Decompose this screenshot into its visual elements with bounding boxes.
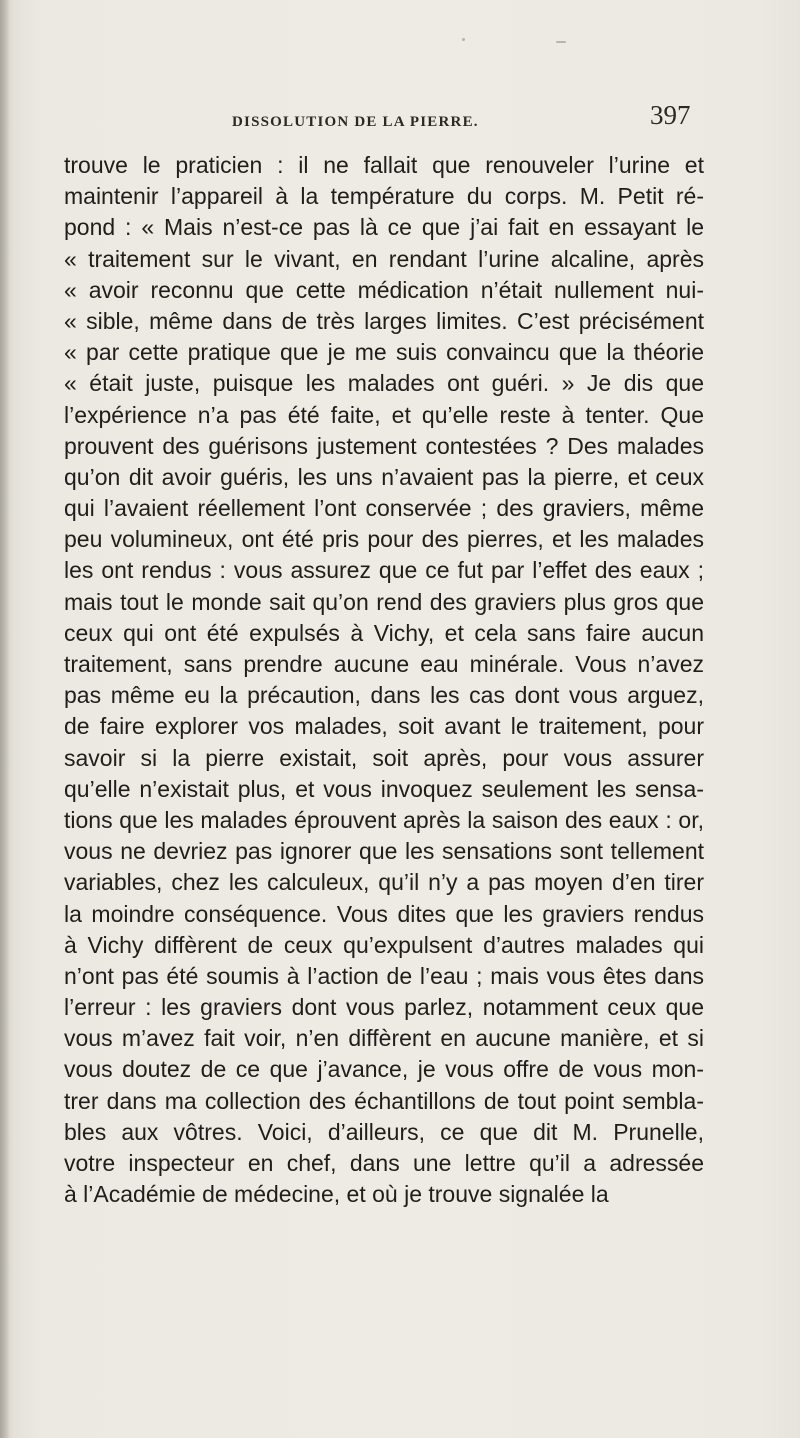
text-line: « avoir reconnu que cette médication n’était nullement nui- [64, 276, 704, 303]
text-line: vous ne devriez pas ignorer que les sensations sont tellement [64, 838, 704, 865]
text-line: « traitement sur le vivant, en rendant l’urine alcaline, après [64, 245, 704, 272]
text-line: trouve le praticien : il ne fallait que renouveler l’urine et [64, 152, 704, 178]
text-line: les ont rendus : vous assurez que ce fut par l’effet des eaux ; [64, 557, 704, 584]
body-text [64, 150, 704, 1210]
paper-speck [462, 38, 465, 41]
paper-speck [556, 41, 566, 43]
text-line: vous m’avez fait voir, n’en diffèrent en aucune manière, et si [64, 1025, 704, 1052]
text-line: qu’on dit avoir guéris, les uns n’avaient pas la pierre, et ceux [64, 463, 704, 490]
text-line: bles aux vôtres. Voici, d’ailleurs, ce que dit M. Prunelle, [64, 1118, 704, 1145]
text-line: « était juste, puisque les malades ont guéri. » Je dis que [64, 370, 704, 397]
text-line: tions que les malades éprouvent après la saison des eaux : or, [64, 806, 704, 833]
text-line: maintenir l’appareil à la température du corps. M. Petit ré- [64, 183, 704, 210]
spine-shadow [0, 0, 10, 1438]
text-line: « par cette pratique que je me suis convaincu que la théorie [64, 339, 704, 366]
text-line: traitement, sans prendre aucune eau minérale. Vous n’avez [64, 651, 704, 677]
text-line: savoir si la pierre existait, soit après, pour vous assurer [64, 744, 704, 771]
text-line: de faire explorer vos malades, soit avant le traitement, pour [64, 713, 704, 740]
text-line: votre inspecteur en chef, dans une lettre qu’il a adressée [64, 1150, 704, 1176]
text-line: prouvent des guérisons justement contestées ? Des malades [64, 432, 704, 459]
text-line: ceux qui ont été expulsés à Vichy, et cela sans faire aucun [64, 619, 704, 646]
running-head [0, 100, 800, 140]
text-line: l’erreur : les graviers dont vous parlez, notamment ceux que [64, 994, 704, 1021]
text-line: à Vichy diffèrent de ceux qu’expulsent d’autres malades qui [64, 931, 704, 958]
text-line: trer dans ma collection des échantillons de tout point sembla- [64, 1087, 704, 1114]
text-line: pas même eu la précaution, dans les cas dont vous arguez, [64, 682, 704, 709]
text-line: qu’elle n’existait plus, et vous invoquez seulement les sensa- [64, 775, 704, 802]
text-line: l’expérience n’a pas été faite, et qu’elle reste à tenter. Que [64, 401, 704, 428]
page-number: 397 [650, 100, 691, 130]
text-line: à l’Académie de médecine, et où je trouve signalée la [64, 1181, 609, 1208]
text-line: peu volumineux, ont été pris pour des pierres, et les malades [64, 526, 704, 553]
text-line: « sible, même dans de très larges limites. C’est précisément [64, 307, 704, 334]
text-line: la moindre conséquence. Vous dites que les graviers rendus [64, 900, 704, 927]
text-line: n’ont pas été soumis à l’action de l’eau ; mais vous êtes dans [64, 962, 704, 989]
text-line: pond : « Mais n’est-ce pas là ce que j’ai fait en essayant le [64, 214, 704, 241]
text-line: vous doutez de ce que j’avance, je vous offre de vous mon- [64, 1056, 704, 1083]
text-line: mais tout le monde sait qu’on rend des graviers plus gros que [64, 588, 704, 615]
text-line: qui l’avaient réellement l’ont conservée ; des graviers, même [64, 495, 704, 522]
text-line: variables, chez les calculeux, qu’il n’y a pas moyen d’en tirer [64, 869, 704, 896]
running-title: DISSOLUTION DE LA PIERRE. [232, 114, 479, 130]
